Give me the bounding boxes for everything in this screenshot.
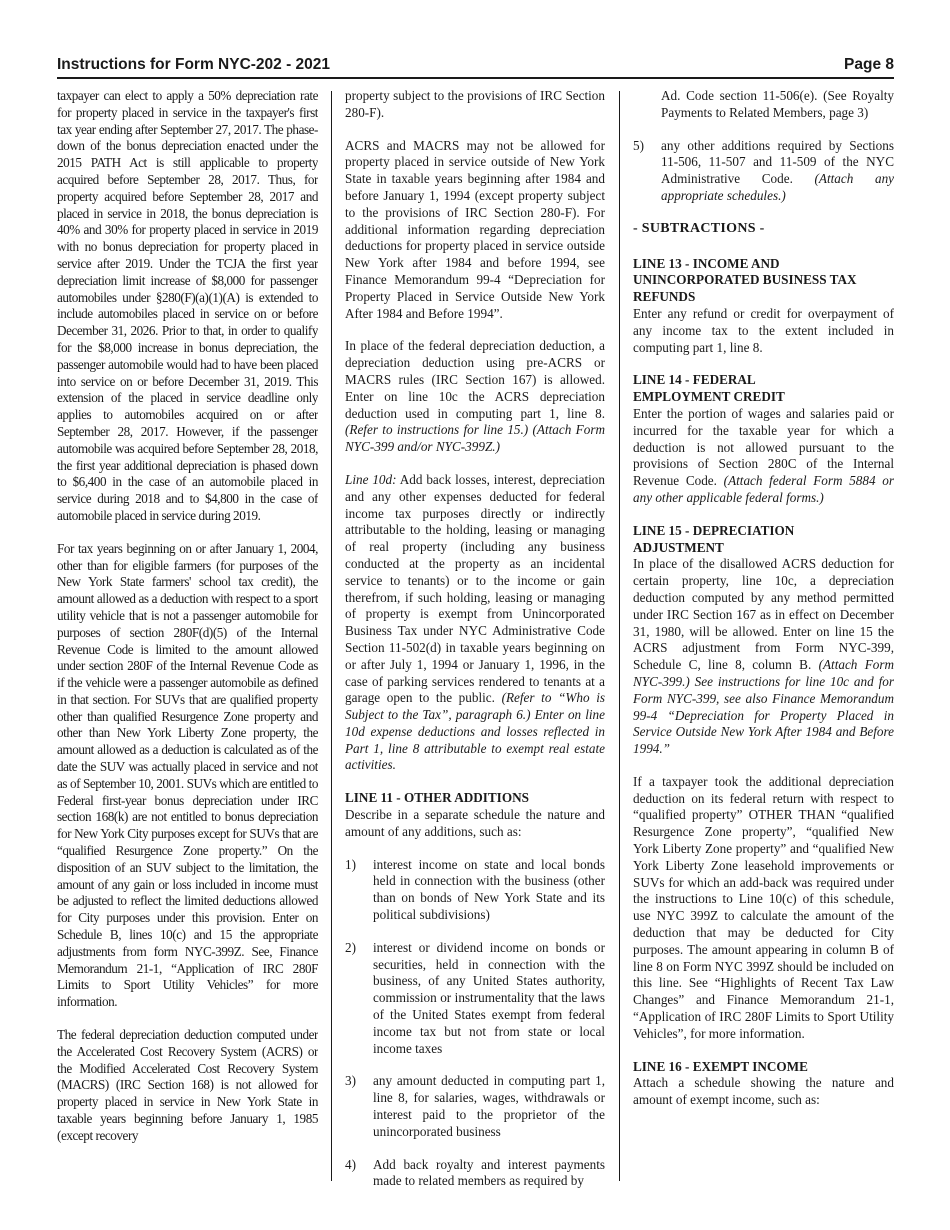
list-text: any amount deducted in computing part 1, line 8, for salaries, wages, withdrawals or interest paid to the proprietor of the unincorporated business	[373, 1073, 605, 1139]
paragraph: Enter any refund or credit for overpayment of any income tax to the extent included in computing part 1, line 8.	[633, 305, 894, 355]
paragraph-italic: (Refer to instructions for line 15.) (Attach Form NYC-399 and/or NYC-399Z.)	[345, 422, 605, 455]
heading-part: REFUNDS	[633, 289, 696, 305]
paragraph-italic: (Refer to “Who is Subject to the Tax”, paragraph 6.) Enter on line 10d expense deductions and losses reflected in Part 1, line 8 attributable to exempt real estate activities.	[345, 690, 605, 773]
heading-part: LINE 14 - FEDERAL	[633, 372, 756, 388]
paragraph-text: Enter the portion of wages and salaries paid or incurred for the taxable year for which a deduction is not allowed pursuant to the provisions of Section 280C of the Internal Revenue Code.	[633, 405, 894, 489]
heading-part: LINE 15 - DEPRECIATION	[633, 522, 795, 538]
paragraph: If a taxpayer took the additional depreciation deduction on its federal return with respect to “qualified property” OTHER THAN “qualified Resurgence Zone property”, “qualified New York Liberty Zone property” and “qualified New York Liberty Zone leasehold improvements or SUVs for which an add-back was required under the instructions to Line 10(c) of this schedule, use NYC 399Z to calculate the amount of the deduction that may be deducted for City purposes. The amount appearing in column B of line 8 on Form NYC 399Z should be included on this line. See “Highlights of Recent Tax Law Changes” and Finance Memorandum 21-1, “Application of IRC 280F Limits to Sport Utility Vehicles”, for more information.	[633, 773, 894, 1041]
list-item	[345, 1073, 605, 1140]
paragraph: Attach a schedule showing the nature and amount of exempt income, such as:	[633, 1075, 894, 1108]
paragraph-text: In place of the federal depreciation deduction, a depreciation deduction using pre-ACRS or MACRS rules (IRC Section 167) is allowed. Enter on line 10c the ACRS depreciation deduction used in computing part 1, line 8.	[345, 338, 605, 421]
column-3	[633, 88, 894, 1218]
line-11-heading: LINE 11 - OTHER ADDITIONS	[345, 790, 529, 806]
list-number: 2)	[345, 939, 356, 955]
paragraph: property subject to the provisions of IRC Section 280-F).	[345, 88, 605, 120]
line-10d-label: Line 10d:	[345, 471, 397, 487]
paragraph-text: In place of the disallowed ACRS deduction for certain property, line 10c, a depreciation deduction computed by any method permitted under IRC Section 167 as in effect on December 31, 1980, will be allowed. Enter on line 15 the ACRS adjustment from Form NYC-399, Schedule C, line 8, column B.	[633, 556, 894, 673]
heading-part: UNINCORPORATED BUSINESS TAX	[633, 272, 857, 288]
list-item	[633, 138, 894, 205]
list-text	[661, 138, 894, 205]
column-1	[57, 88, 318, 1218]
paragraph: taxpayer can elect to apply a 50% depreciation rate for property placed in service in the taxpayer's first tax year ending after September 27, 2017. The phase-down of the bonus depreciation enacted under the 2015 PATH Act is still applicable to property acquired before September 28, 2017. Thus, for property acquired before September 28, 2017 and placed in service in 2018, the bonus depreciation is 40% and 30% for property placed in service in 2019 with no bonus depreciation for property placed in service after 2019. Under the TCJA the first year depreciation limit increase of $8,000 for passenger automobiles under §280(F)(a)(1)(A) is extended to include automobiles placed in service on or before December 31, 2026. Prior to that, in order to qualify for the $8,000 increase in bonus depreciation, the passenger automobile would had to have been placed into service on or before December 31, 2019. This extension of the placed in service deadline only applies to automobiles acquired on or after September 28, 2017. However, if the passenger automobile was acquired before September 28, 2018, the first year additional depreciation is phased down to $6,400 in the case of an automobile placed in service during 2018 and to $4,800 in the case of automobile placed in service during 2019.	[57, 88, 318, 523]
form-title: Instructions for Form NYC-202 - 2021	[57, 56, 331, 73]
column-divider-2	[619, 91, 620, 1181]
column-divider-1	[331, 91, 332, 1181]
list-text: Add back royalty and interest payments made to related members as required by	[373, 1156, 605, 1189]
page-number: Page 8	[844, 56, 894, 73]
page-header	[57, 52, 894, 78]
subtractions-heading: - SUBTRACTIONS -	[633, 220, 765, 236]
list-item	[345, 1157, 605, 1191]
header-rule	[57, 77, 894, 79]
list-item	[345, 940, 605, 1058]
paragraph	[633, 556, 894, 758]
column-2	[345, 88, 605, 1218]
list-number: 3)	[345, 1073, 356, 1089]
paragraph: Describe in a separate schedule the nature and amount of any additions, such as:	[345, 807, 605, 839]
list-number: 5)	[633, 137, 644, 153]
paragraph-italic: (Attach Form NYC-399.) See instructions for line 10c and for Form NYC-399, see also Finance Memorandum 99-4 “Depreciation for Property Placed in Service Outside New York After 1984 and Before 1994.”	[633, 657, 894, 757]
paragraph: The federal depreciation deduction computed under the Accelerated Cost Recovery System (ACRS) or the Modified Accelerated Cost Recovery System (MACRS) (IRC Section 168) is not allowed for property placed in service in New York State in taxable years beginning before January 1, 1985 (except recovery	[57, 1027, 318, 1143]
list-text: interest or dividend income on bonds or securities, held in connection with the business, of any United States authority, commission or instrumentality that the laws of the United States exempt from federal income tax but not from state or local income taxes	[373, 939, 605, 1056]
paragraph-text: Add back losses, interest, depreciation and any other expenses deducted for federal income tax purposes directly or indirectly attributable to the holding, leasing or managing of real property (including any business conducted at the property as an incidental service to tenants) or to the income or gain therefrom, if such holding, leasing or managing of property is exempt from Unincorporated Business Tax under NYC Administrative Code Section 11-502(d) in taxable years beginning on or after July 1, 1994 or January 1, 1996, in the case of parking services rendered to tenants at a garage open to the public.	[345, 471, 605, 706]
list-text-italic: (Attach any appropriate schedules.)	[661, 171, 894, 203]
paragraph	[345, 338, 605, 456]
list-number: 4)	[345, 1156, 356, 1172]
paragraph	[345, 472, 605, 774]
line-16-heading: LINE 16 - EXEMPT INCOME	[633, 1058, 808, 1074]
heading-part: ADJUSTMENT	[633, 539, 724, 555]
heading-part: LINE 13 - INCOME AND	[633, 255, 780, 271]
list-item	[345, 857, 605, 924]
list-item-continuation: Ad. Code section 11-506(e). (See Royalty Payments to Related Members, page 3)	[661, 88, 894, 120]
paragraph: For tax years beginning on or after January 1, 2004, other than for eligible farmers (for purposes of the New York State farmers' school tax credit), the amount allowed as a deduction with respect to a sport utility vehicle that is not a passenger automobile for purposes of section 280F(d)(5) of the Internal Revenue Code is limited to the amount allowed under section 280F of the Internal Revenue Code as if the vehicle were a passenger automobile as defined in that section. For SUVs that are qualified property other than qualified Resurgence Zone property and other than New York Liberty Zone property, the amount allowed as a deduction is calculated as of the date the SUV was actually placed in service and not as of September 10, 2001. SUVs which are entitled to Federal first-year bonus depreciation under IRC section 168(k) are not entitled to bonus depreciation for New York City purposes except for SUVs that are “qualified Resurgence Zone property.” On the disposition of an SUV subject to the limitation, the amount of any gain or loss included in income must be adjusted to reflect the limited deductions allowed for City purposes under this provision. Enter on Schedule B, lines 10(c) and 15 the appropriate adjustments from form NYC-399Z. See, Finance Memorandum 21-1, “Application of IRC 280F Limits to Sport Utility Vehicles” for more information.	[57, 540, 318, 1010]
line-14-heading	[633, 372, 894, 406]
paragraph	[633, 406, 894, 507]
list-text: interest income on state and local bonds held in connection with the business (other than on bonds of New York State and its political subdivisions)	[373, 856, 605, 923]
list-text-main: any other additions required by Sections 11-506, 11-507 and 11-509 of the NYC Administrative Code.	[661, 137, 894, 187]
heading-part: EMPLOYMENT CREDIT	[633, 389, 785, 405]
line-15-heading	[633, 523, 894, 557]
line-13-heading	[633, 256, 894, 306]
list-number: 1)	[345, 856, 356, 872]
paragraph: ACRS and MACRS may not be allowed for property placed in service outside of New York State in taxable years beginning after 1984 and before January 1, 1994 (except property subject to the provisions of IRC Section 280-F). For additional information regarding depreciation deductions for property placed in service outside New York after 1984 and before 1994, see Finance Memorandum 99-4 “Depreciation for Property Placed in Service Outside New York After 1984 and Before 1994”.	[345, 137, 605, 321]
paragraph-italic: (Attach federal Form 5884 or any other applicable federal forms.)	[633, 473, 894, 505]
